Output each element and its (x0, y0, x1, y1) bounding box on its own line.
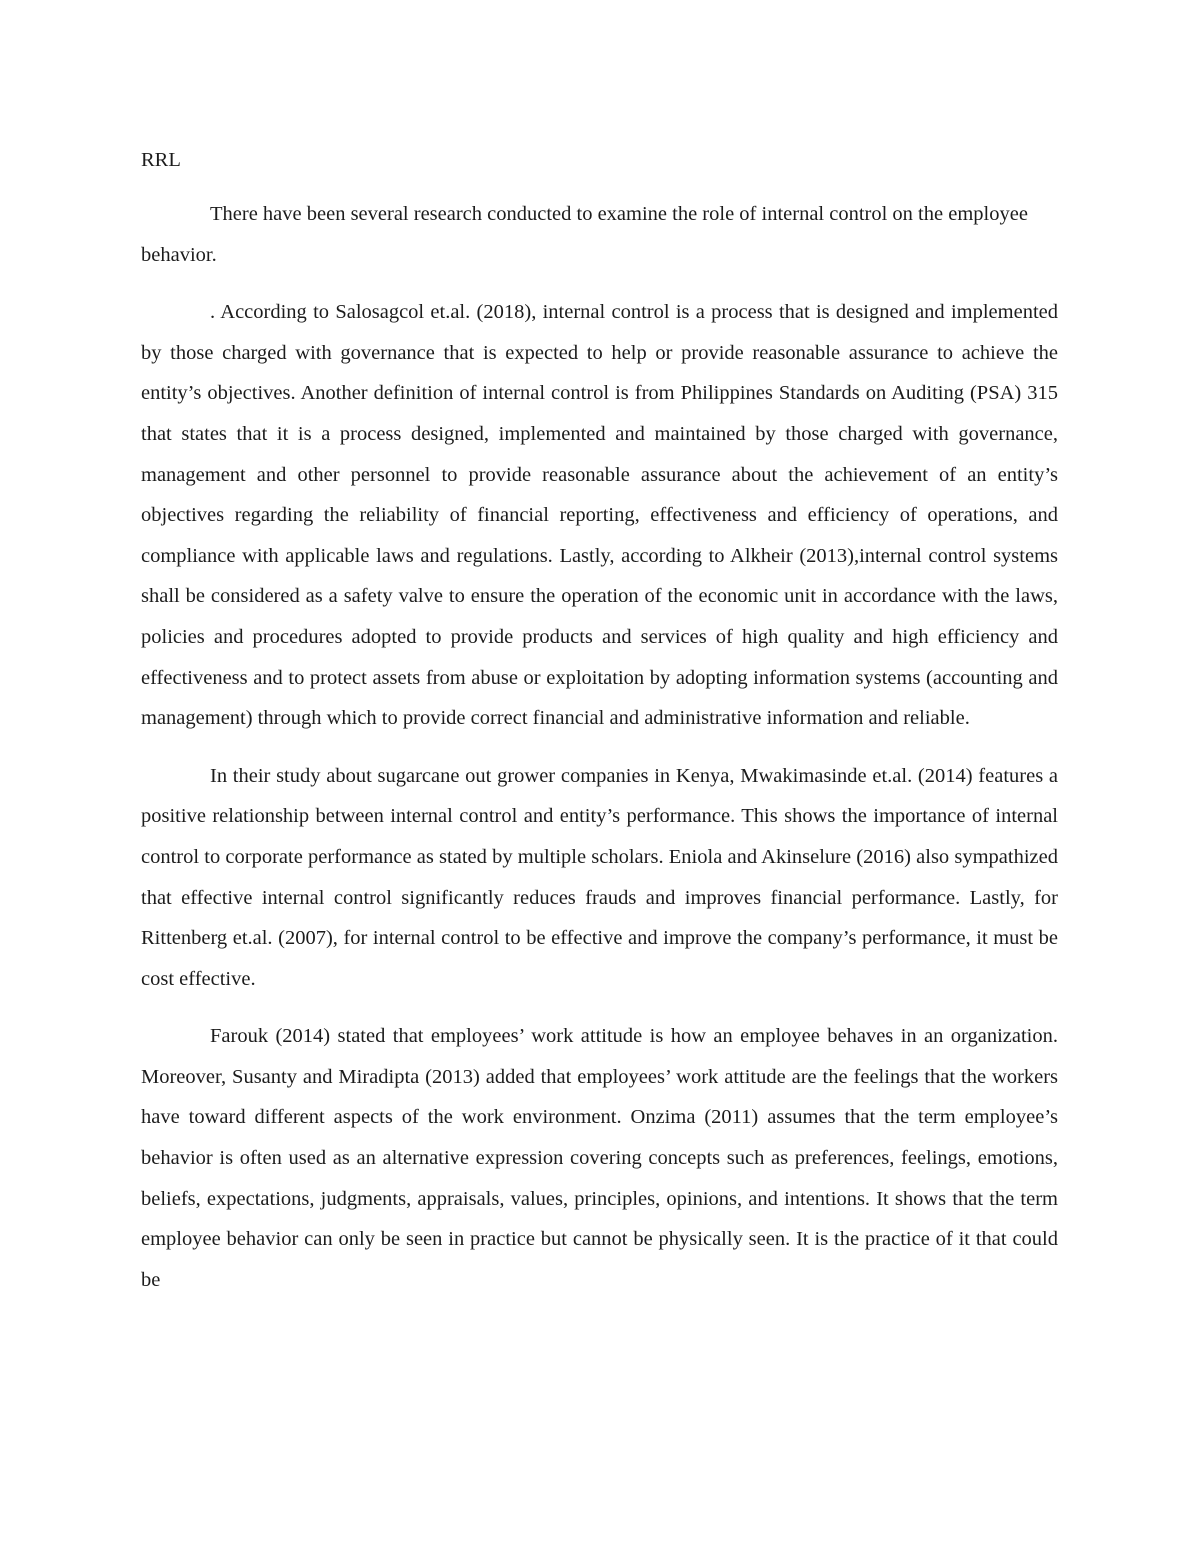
paragraph-internal-control-performance: In their study about sugarcane out grower companies in Kenya, Mwakimasinde et.al. (2014) features a positive relationship between internal control and entity’s performance. This shows the importance of internal control to corporate performance as stated by multiple scholars. Eniola and Akinselure (2016) also sympathized that effective internal control significantly reduces frauds and improves financial performance. Lastly, for Rittenberg et.al. (2007), for internal control to be effective and improve the company’s performance, it must be cost effective. (141, 764, 1058, 990)
document-body (141, 140, 1058, 1317)
paragraph-intro: There have been several research conducted to examine the role of internal control on the employee behavior. (141, 203, 1028, 266)
paragraph-internal-control-definitions: . According to Salosagcol et.al. (2018), internal control is a process that is designed and implemented by those charged with governance that is expected to help or provide reasonable assurance to achieve the entity’s objectives. Another definition of internal control is from Philippines Standards on Auditing (PSA) 315 that states that it is a process designed, implemented and maintained by those charged with governance, management and other personnel to provide reasonable assurance about the achievement of an entity’s objectives regarding the reliability of financial reporting, effectiveness and efficiency of operations, and compliance with applicable laws and regulations. Lastly, according to Alkheir (2013),internal control systems shall be considered as a safety valve to ensure the operation of the economic unit in accordance with the laws, policies and procedures adopted to provide products and services of high quality and high efficiency and effectiveness and to protect assets from abuse or exploitation by adopting information systems (accounting and management) through which to provide correct financial and administrative information and reliable. (141, 301, 1058, 730)
paragraph-employee-behavior: Farouk (2014) stated that employees’ work attitude is how an employee behaves in an organization. Moreover, Susanty and Miradipta (2013) added that employees’ work attitude are the feelings that the workers have toward different aspects of the work environment. Onzima (2011) assumes that the term employee’s behavior is often used as an alternative expression covering concepts such as preferences, feelings, emotions, beliefs, expectations, judgments, appraisals, values, principles, opinions, and intentions. It shows that the term employee behavior can only be seen in practice but cannot be physically seen. It is the practice of it that could be (141, 1025, 1058, 1291)
document-heading: RRL (141, 149, 181, 171)
